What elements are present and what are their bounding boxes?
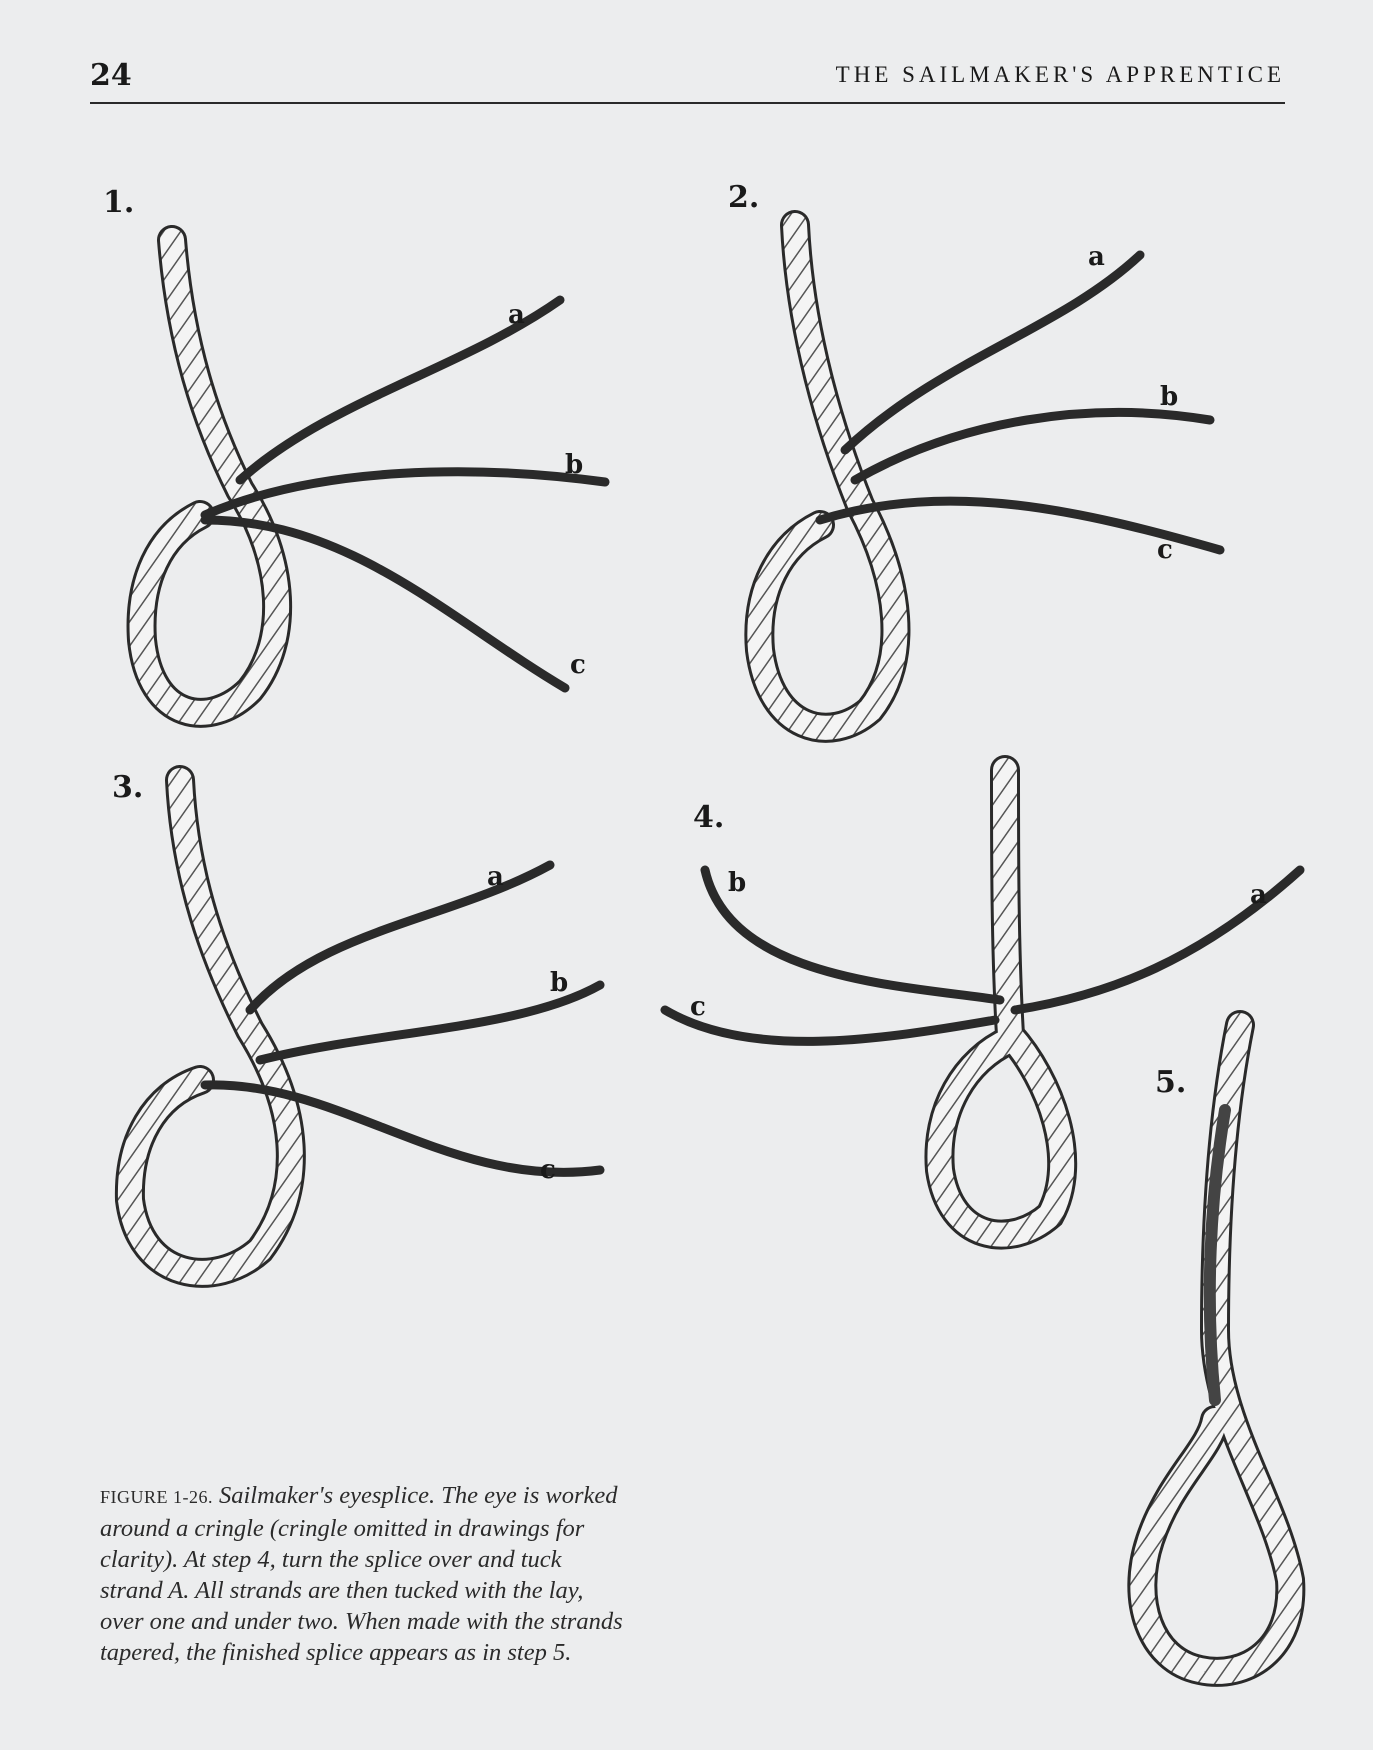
step-3-strand-c: c bbox=[540, 1155, 556, 1185]
step-5-label: 5. bbox=[1155, 1065, 1187, 1100]
step-4-strand-b: b bbox=[728, 868, 747, 898]
caption-text: Sailmaker's eyesplice. The eye is worked around a cringle (cringle omitted in drawings for clarity). At step 4, turn the splice over and tuck strand A. All strands are then tucked with the lay, over one and under two. When made with the strands tapered, the finished splice appears as in step 5. bbox=[100, 1482, 623, 1666]
figure-caption bbox=[100, 1480, 630, 1668]
step-5-drawing bbox=[1142, 1025, 1290, 1672]
page-number: 24 bbox=[90, 58, 132, 93]
step-2-strand-b: b bbox=[1160, 382, 1179, 412]
step-3-strand-b: b bbox=[550, 968, 569, 998]
step-3-strand-a: a bbox=[487, 862, 504, 892]
step-2-strand-a: a bbox=[1088, 242, 1105, 272]
step-4-label: 4. bbox=[693, 800, 725, 835]
step-1-strand-a: a bbox=[508, 300, 525, 330]
step-4-strand-a: a bbox=[1250, 880, 1267, 910]
step-1-strand-c: c bbox=[570, 650, 586, 680]
step-2-label: 2. bbox=[728, 180, 760, 215]
running-title: THE SAILMAKER'S APPRENTICE bbox=[835, 62, 1285, 87]
step-1-strand-b: b bbox=[565, 450, 584, 480]
figure-number: FIGURE 1-26. bbox=[100, 1487, 213, 1507]
step-1-drawing bbox=[142, 240, 605, 713]
step-3-drawing bbox=[130, 780, 600, 1273]
step-2-strand-c: c bbox=[1157, 535, 1173, 565]
step-3-label: 3. bbox=[112, 770, 144, 805]
step-4-strand-c: c bbox=[690, 992, 706, 1022]
step-4-drawing bbox=[665, 770, 1300, 1235]
step-2-drawing bbox=[759, 225, 1220, 728]
step-1-label: 1. bbox=[103, 185, 135, 220]
